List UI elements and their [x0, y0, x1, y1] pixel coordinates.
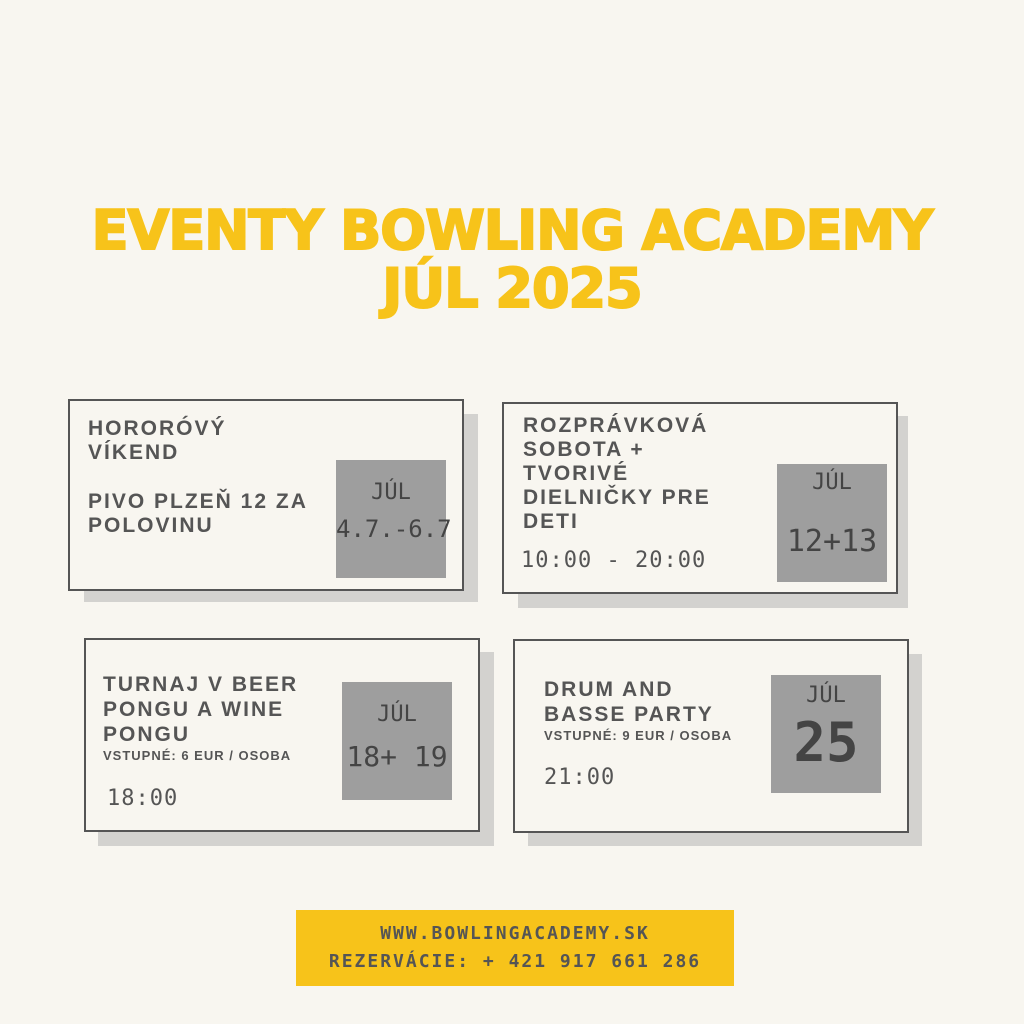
date-day: 4.7.-6.7: [336, 515, 452, 543]
contact-banner: [296, 910, 734, 986]
reservation-phone[interactable]: REZERVÁCIE: + 421 917 661 286: [328, 951, 702, 972]
date-month: JÚL: [371, 480, 411, 505]
date-day: 18+ 19: [346, 740, 448, 773]
event-card-drum-and-bass-party: [513, 639, 909, 833]
page-title: EVENTY BOWLING ACADEMY: [91, 199, 933, 262]
date-month: JÚL: [806, 683, 846, 708]
event-card-beer-pong-tournament: [84, 638, 480, 832]
event-card-fairytale-saturday: [502, 402, 898, 594]
event-time: 21:00: [544, 765, 616, 790]
event-title: HORORÓVÝ VÍKEND: [88, 417, 227, 464]
date-day: 12+13: [786, 524, 878, 559]
event-offer: PIVO PLZEŇ 12 ZA POLOVINU: [88, 490, 308, 537]
event-title: DRUM AND BASSE PARTY: [544, 678, 714, 726]
website-link[interactable]: WWW.BOWLINGACADEMY.SK: [380, 923, 650, 944]
date-month: JÚL: [812, 470, 852, 495]
event-time: 18:00: [107, 786, 179, 811]
date-box: [771, 675, 881, 793]
date-box: [777, 464, 887, 582]
date-month: JÚL: [377, 702, 417, 727]
event-entry-fee: VSTUPNÉ: 6 EUR / OSOBA: [103, 748, 292, 763]
event-time: 10:00 - 20:00: [521, 548, 707, 573]
event-entry-fee: VSTUPNÉ: 9 EUR / OSOBA: [544, 728, 733, 743]
date-box: [342, 682, 452, 800]
page-subtitle-month: JÚL 2025: [382, 257, 642, 320]
event-title: ROZPRÁVKOVÁ SOBOTA + TVORIVÉ DIELNIČKY PRE DETI: [523, 414, 711, 533]
date-box: [336, 460, 452, 578]
date-day: 25: [793, 711, 859, 774]
event-title: TURNAJ V BEER PONGU A WINE PONGU: [103, 673, 299, 746]
event-card-horror-weekend: [68, 399, 464, 591]
